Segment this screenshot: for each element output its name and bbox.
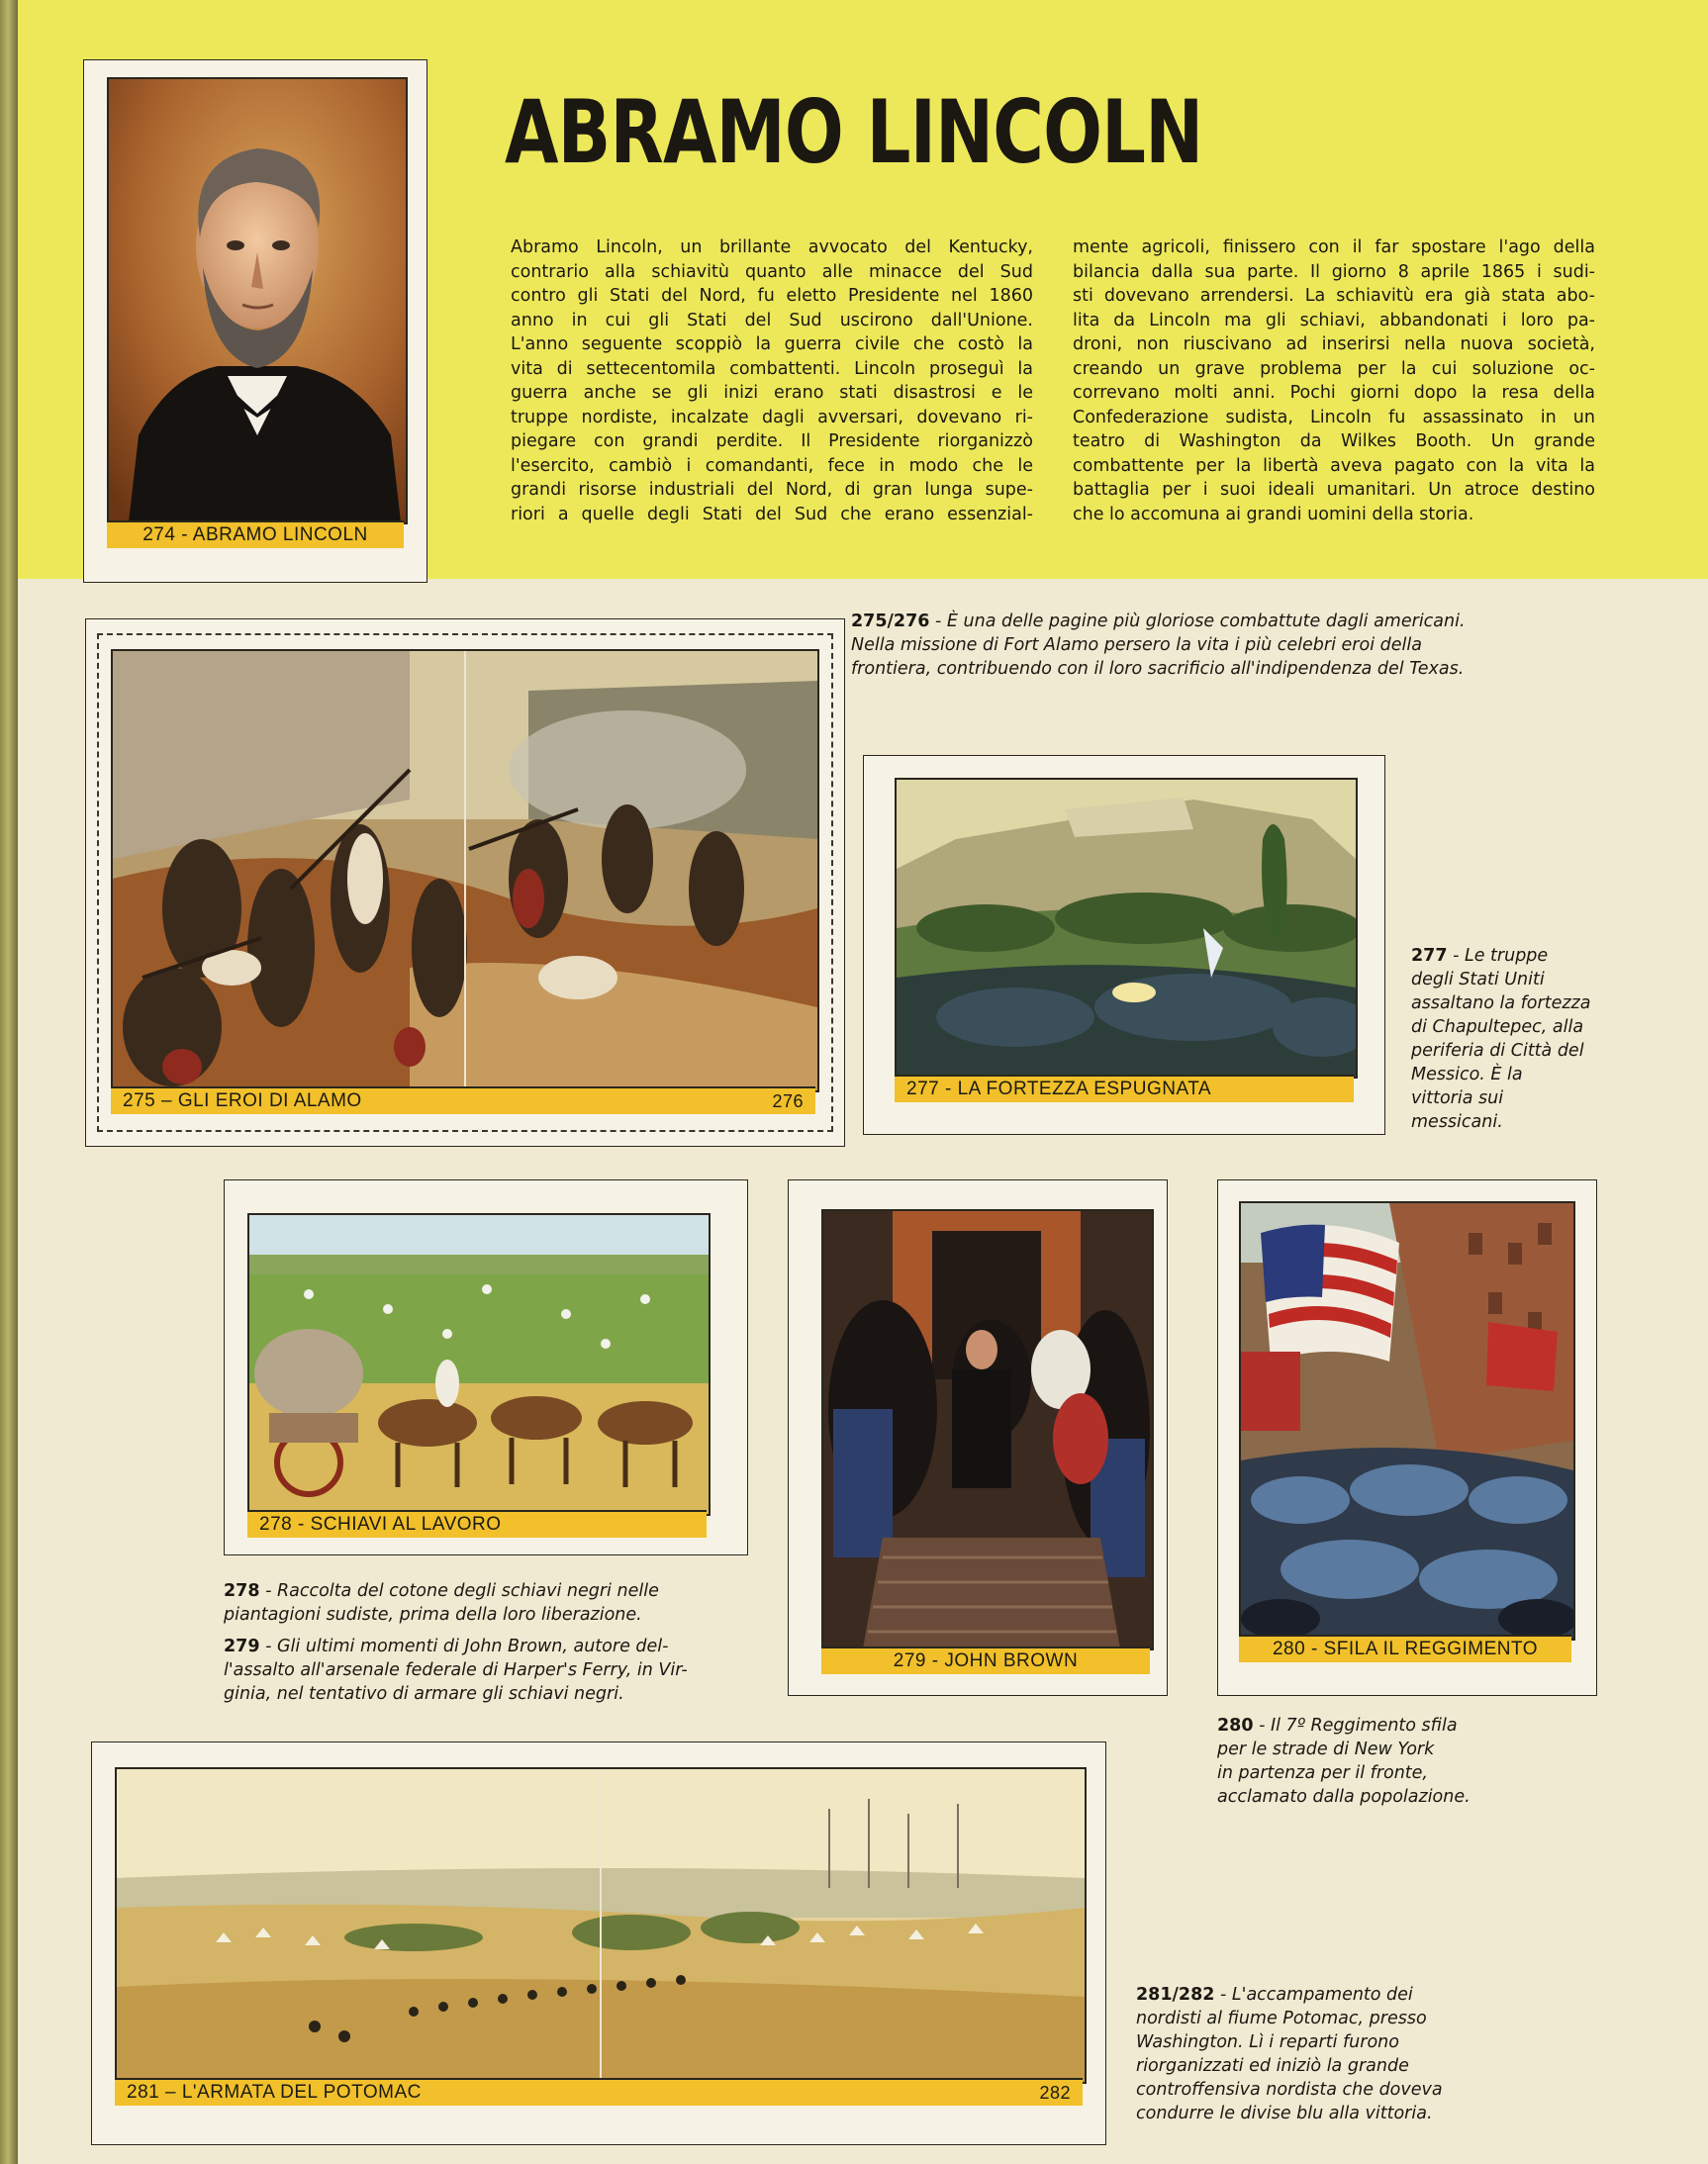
intro-1-line: L'anno seguente scoppiò la guerra civile che costò la <box>511 334 1033 354</box>
note-281-282 <box>1136 1983 1443 2125</box>
note-278 <box>224 1579 659 1627</box>
intro-1-line: riori a quelle degli Stati del Sud che erano essenzial- <box>511 504 1033 524</box>
page-title: ABRAMO LINCOLN <box>505 81 1203 183</box>
note-275-line: - È una delle pagine più gloriose combattute dagli americani. <box>929 612 1466 631</box>
note-281-line: nordisti al fiume Potomac, presso <box>1136 2009 1427 2028</box>
caption-277: 277 - LA FORTEZZA ESPUGNATA <box>906 1079 1212 1099</box>
intro-1-line: anno in cui gli Stati del Sud uscirono dall'Unione. <box>511 310 1033 330</box>
intro-1-line: piegare con grandi perdite. Il Presidente riorganizzò <box>511 431 1033 451</box>
sticker-278-cotton-harvest[interactable] <box>247 1213 711 1516</box>
caption-278: 278 - SCHIAVI AL LAVORO <box>259 1514 502 1535</box>
note-281-line: Washington. Lì i reparti furono <box>1136 2032 1399 2052</box>
note-275-line: frontiera, contribuendo con il loro sacrificio all'indipendenza del Texas. <box>851 659 1465 679</box>
intro-1-line: l'esercito, cambiò i comandanti, fece in modo che le <box>511 455 1033 476</box>
caption-275: 275 – GLI EROI DI ALAMO <box>123 1090 362 1111</box>
note-275-276 <box>851 610 1466 681</box>
sticker-274-portrait[interactable] <box>107 77 408 524</box>
intro-2-line: lita da Lincoln ma gli schiavi, abbandonati i loro pa- <box>1073 310 1595 330</box>
note-281-line: - L'accampamento dei <box>1214 1985 1413 2005</box>
caption-282: 282 <box>1039 2082 1071 2103</box>
note-280-line: - Il 7º Reggimento sfila <box>1253 1716 1458 1736</box>
intro-2-line: creando un grave problema per la cui soluzione oc- <box>1073 358 1595 379</box>
note-277-line: di Chapultepec, alla <box>1411 1017 1584 1037</box>
intro-2-line: teatro di Washington da Wilkes Booth. Un grande <box>1073 431 1595 451</box>
note-277-line: messicani. <box>1411 1112 1503 1132</box>
note-279-number: 279 <box>224 1637 260 1656</box>
intro-1-line: grandi risorse industriali del Nord, di gran lunga supe- <box>511 480 1033 500</box>
note-278-line: - Raccolta del cotone degli schiavi negri nelle <box>259 1581 659 1601</box>
sticker-279-caption <box>821 1647 1150 1674</box>
sticker-281-282-potomac[interactable] <box>115 1767 1087 2084</box>
sticker-280-caption <box>1239 1635 1571 1662</box>
note-279-line: l'assalto all'arsenale federale di Harper's Ferry, in Vir- <box>224 1660 688 1680</box>
note-277-number: 277 <box>1411 946 1448 966</box>
note-280-line: per le strade di New York <box>1217 1740 1435 1759</box>
note-280 <box>1217 1714 1471 1809</box>
intro-2-line: sti dovevano arrendersi. La schiavitù era già stata abo- <box>1073 286 1595 306</box>
sticker-280-regiment[interactable] <box>1239 1201 1575 1641</box>
note-277-line: - Le truppe <box>1447 946 1549 966</box>
note-275-number: 275/276 <box>851 612 930 631</box>
intro-column-1 <box>511 235 1033 526</box>
intro-2-line: battaglia per i suoi ideali umanitari. Un atroce destino <box>1073 480 1595 500</box>
intro-2-line: combattente per la libertà aveva pagato con la vita la <box>1073 455 1595 476</box>
note-278-line: piantagioni sudiste, prima della loro liberazione. <box>224 1605 642 1625</box>
sticker-275-276-caption <box>111 1086 815 1114</box>
intro-2-line: mente agricoli, finissero con il far spostare l'ago della <box>1073 237 1595 257</box>
note-277-line: periferia di Città del <box>1411 1041 1584 1061</box>
caption-280: 280 - SFILA IL REGGIMENTO <box>1272 1639 1539 1659</box>
sticker-277-fortress[interactable] <box>895 778 1358 1079</box>
note-278-number: 278 <box>224 1581 260 1601</box>
intro-1-line: vita di settecentomila combattenti. Lincoln proseguì la <box>511 358 1033 379</box>
intro-1-line: Abramo Lincoln, un brillante avvocato del Kentucky, <box>511 237 1033 257</box>
intro-2-line: che lo accomuna ai grandi uomini della storia. <box>1073 504 1474 524</box>
note-275-line: Nella missione di Fort Alamo persero la vita i più celebri eroi della <box>851 635 1422 655</box>
sticker-281-282-caption <box>115 2078 1083 2106</box>
intro-2-line: bilancia dalla sua parte. Il giorno 8 aprile 1865 i sudi- <box>1073 261 1595 282</box>
intro-column-2 <box>1073 235 1595 526</box>
sticker-278-caption <box>247 1510 707 1538</box>
note-277 <box>1411 944 1590 1134</box>
note-281-line: riorganizzati ed iniziò la grande <box>1136 2056 1409 2076</box>
note-277-line: assaltano la fortezza <box>1411 993 1591 1013</box>
album-binding <box>0 0 18 2164</box>
caption-276: 276 <box>772 1090 804 1111</box>
note-279-line: - Gli ultimi momenti di John Brown, autore del- <box>259 1637 669 1656</box>
note-280-number: 280 <box>1217 1716 1254 1736</box>
caption-279: 279 - JOHN BROWN <box>893 1650 1079 1671</box>
note-279-line: ginia, nel tentativo di armare gli schiavi negri. <box>224 1684 624 1704</box>
note-277-line: Messico. È la <box>1411 1065 1523 1084</box>
intro-1-line: truppe nordiste, incalzate dagli avversari, dovevano ri- <box>511 407 1033 427</box>
intro-1-line: contro gli Stati del Nord, fu eletto Presidente nel 1860 <box>511 286 1033 306</box>
sticker-279-john-brown[interactable] <box>821 1209 1154 1650</box>
sticker-277-caption <box>895 1075 1354 1102</box>
sticker-275-276-alamo[interactable] <box>111 649 819 1092</box>
note-277-line: degli Stati Uniti <box>1411 970 1545 989</box>
note-277-line: vittoria sui <box>1411 1088 1504 1108</box>
intro-1-line: guerra anche se gli inizi erano stati disastrosi e le <box>511 383 1033 403</box>
note-281-number: 281/282 <box>1136 1985 1215 2005</box>
intro-2-line: droni, non riuscivano ad inserirsi nella nuova società, <box>1073 334 1595 354</box>
caption-274: 274 - ABRAMO LINCOLN <box>142 524 368 545</box>
caption-281: 281 – L'ARMATA DEL POTOMAC <box>127 2082 422 2103</box>
note-281-line: controffensiva nordista che doveva <box>1136 2080 1443 2100</box>
intro-2-line: correvano molti anni. Pochi giorni dopo la resa della <box>1073 383 1595 403</box>
note-279 <box>224 1635 688 1706</box>
intro-2-line: Confederazione sudista, Lincoln fu assassinato in un <box>1073 407 1595 427</box>
note-281-line: condurre le divise blu alla vittoria. <box>1136 2104 1433 2123</box>
note-280-line: acclamato dalla popolazione. <box>1217 1787 1471 1807</box>
intro-1-line: contrario alla schiavitù quanto alle minacce del Sud <box>511 261 1033 282</box>
sticker-274-caption <box>107 520 404 548</box>
note-280-line: in partenza per il fronte, <box>1217 1763 1428 1783</box>
